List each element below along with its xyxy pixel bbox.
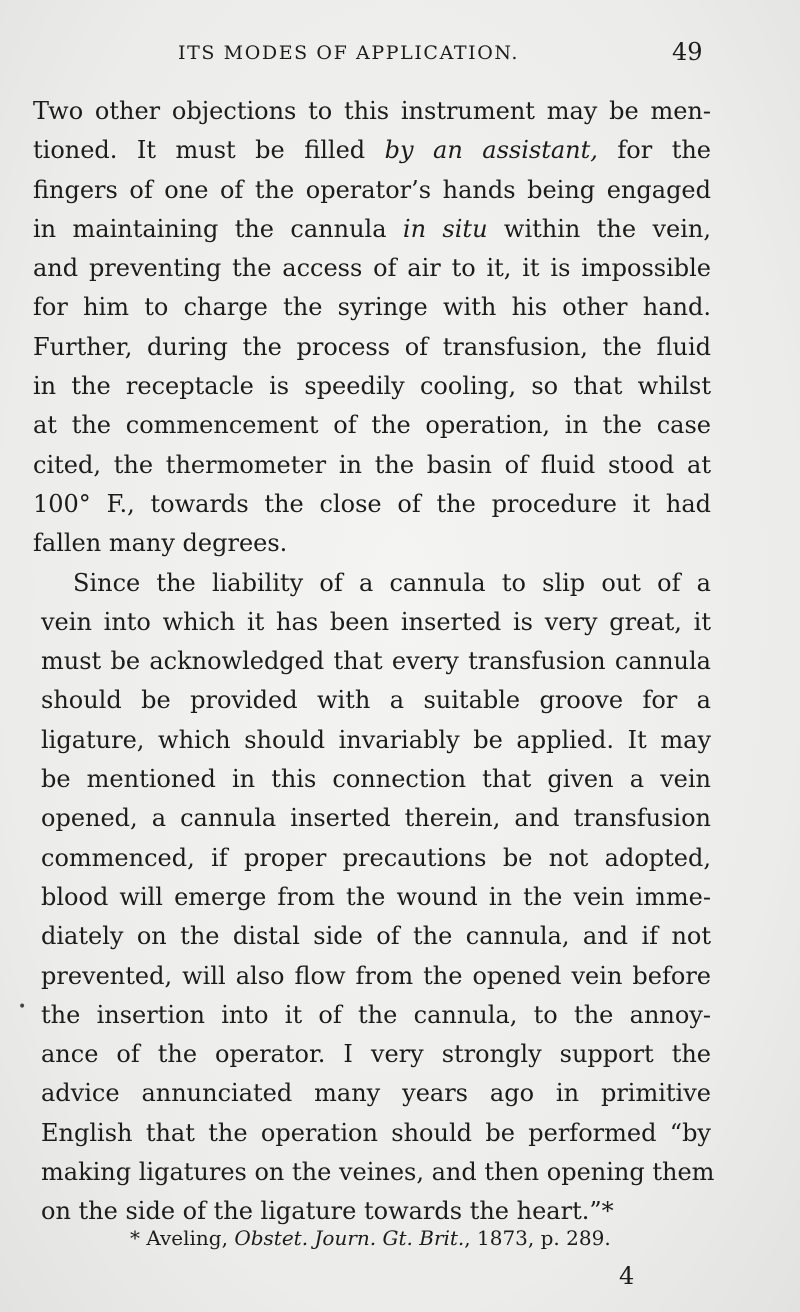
paragraph-1 [33,92,711,564]
text-line: Further, during the process of transfusion, the fluid [33,332,711,361]
text-line: for him to charge the syringe with his other hand. [33,293,711,322]
page-number: 49 [672,38,703,66]
text-line: diately on the distal side of the cannula, and if not [41,922,711,951]
text-line: prevented, will also flow from the opened vein before [41,961,711,990]
margin-mark: • [18,999,27,1015]
text-line: and preventing the access of air to it, it is impossible [33,254,711,283]
text-line: ance of the operator. I very strongly support the [41,1040,711,1069]
text-line: opened, a cannula inserted therein, and transfusion [41,804,711,833]
running-head: ITS MODES OF APPLICATION. [178,42,520,64]
text-line: fallen many degrees. [33,529,288,558]
paragraph-2 [41,564,715,1232]
text-line: English that the operation should be performed “by [41,1118,711,1147]
text-line: in maintaining the cannula in situ within the vein, [33,214,711,243]
text-line: Since the liability of a cannula to slip out of a [73,568,711,597]
body-text [33,92,715,1232]
text-line: should be provided with a suitable groove for a [41,686,711,715]
text-line: Two other objections to this instrument may be men- [33,97,711,125]
text-line: fingers of one of the operator’s hands being engaged [33,175,711,204]
text-line: advice annunciated many years ago in primitive [41,1079,711,1108]
text-line: at the commencement of the operation, in the case [33,411,711,440]
text-line: vein into which it has been inserted is very great, it [41,607,711,636]
text-line: be mentioned in this connection that given a vein [41,765,711,794]
text-line: on the side of the ligature towards the heart.”* [41,1197,614,1226]
text-line: the insertion into it of the cannula, to the annoy- [41,1000,711,1029]
page-header [0,38,800,72]
text-line: cited, the thermometer in the basin of fluid stood at [33,450,711,479]
text-line: 100° F., towards the close of the procedure it had [33,489,711,518]
text-line: ligature, which should invariably be applied. It may [41,725,711,754]
text-line: in the receptacle is speedily cooling, so that whilst [33,372,711,401]
text-line: commenced, if proper precautions be not adopted, [41,843,711,872]
footnote: * Aveling, Obstet. Journ. Gt. Brit., 1873, p. 289. [130,1226,611,1250]
text-line: blood will emerge from the wound in the vein imme- [41,882,711,911]
text-line: making ligatures on the veines, and then opening them [41,1158,715,1187]
signature-mark: 4 [619,1262,635,1290]
text-line: tioned. It must be filled by an assistant, for the [33,136,712,165]
text-line: must be acknowledged that every transfusion cannula [41,647,711,676]
